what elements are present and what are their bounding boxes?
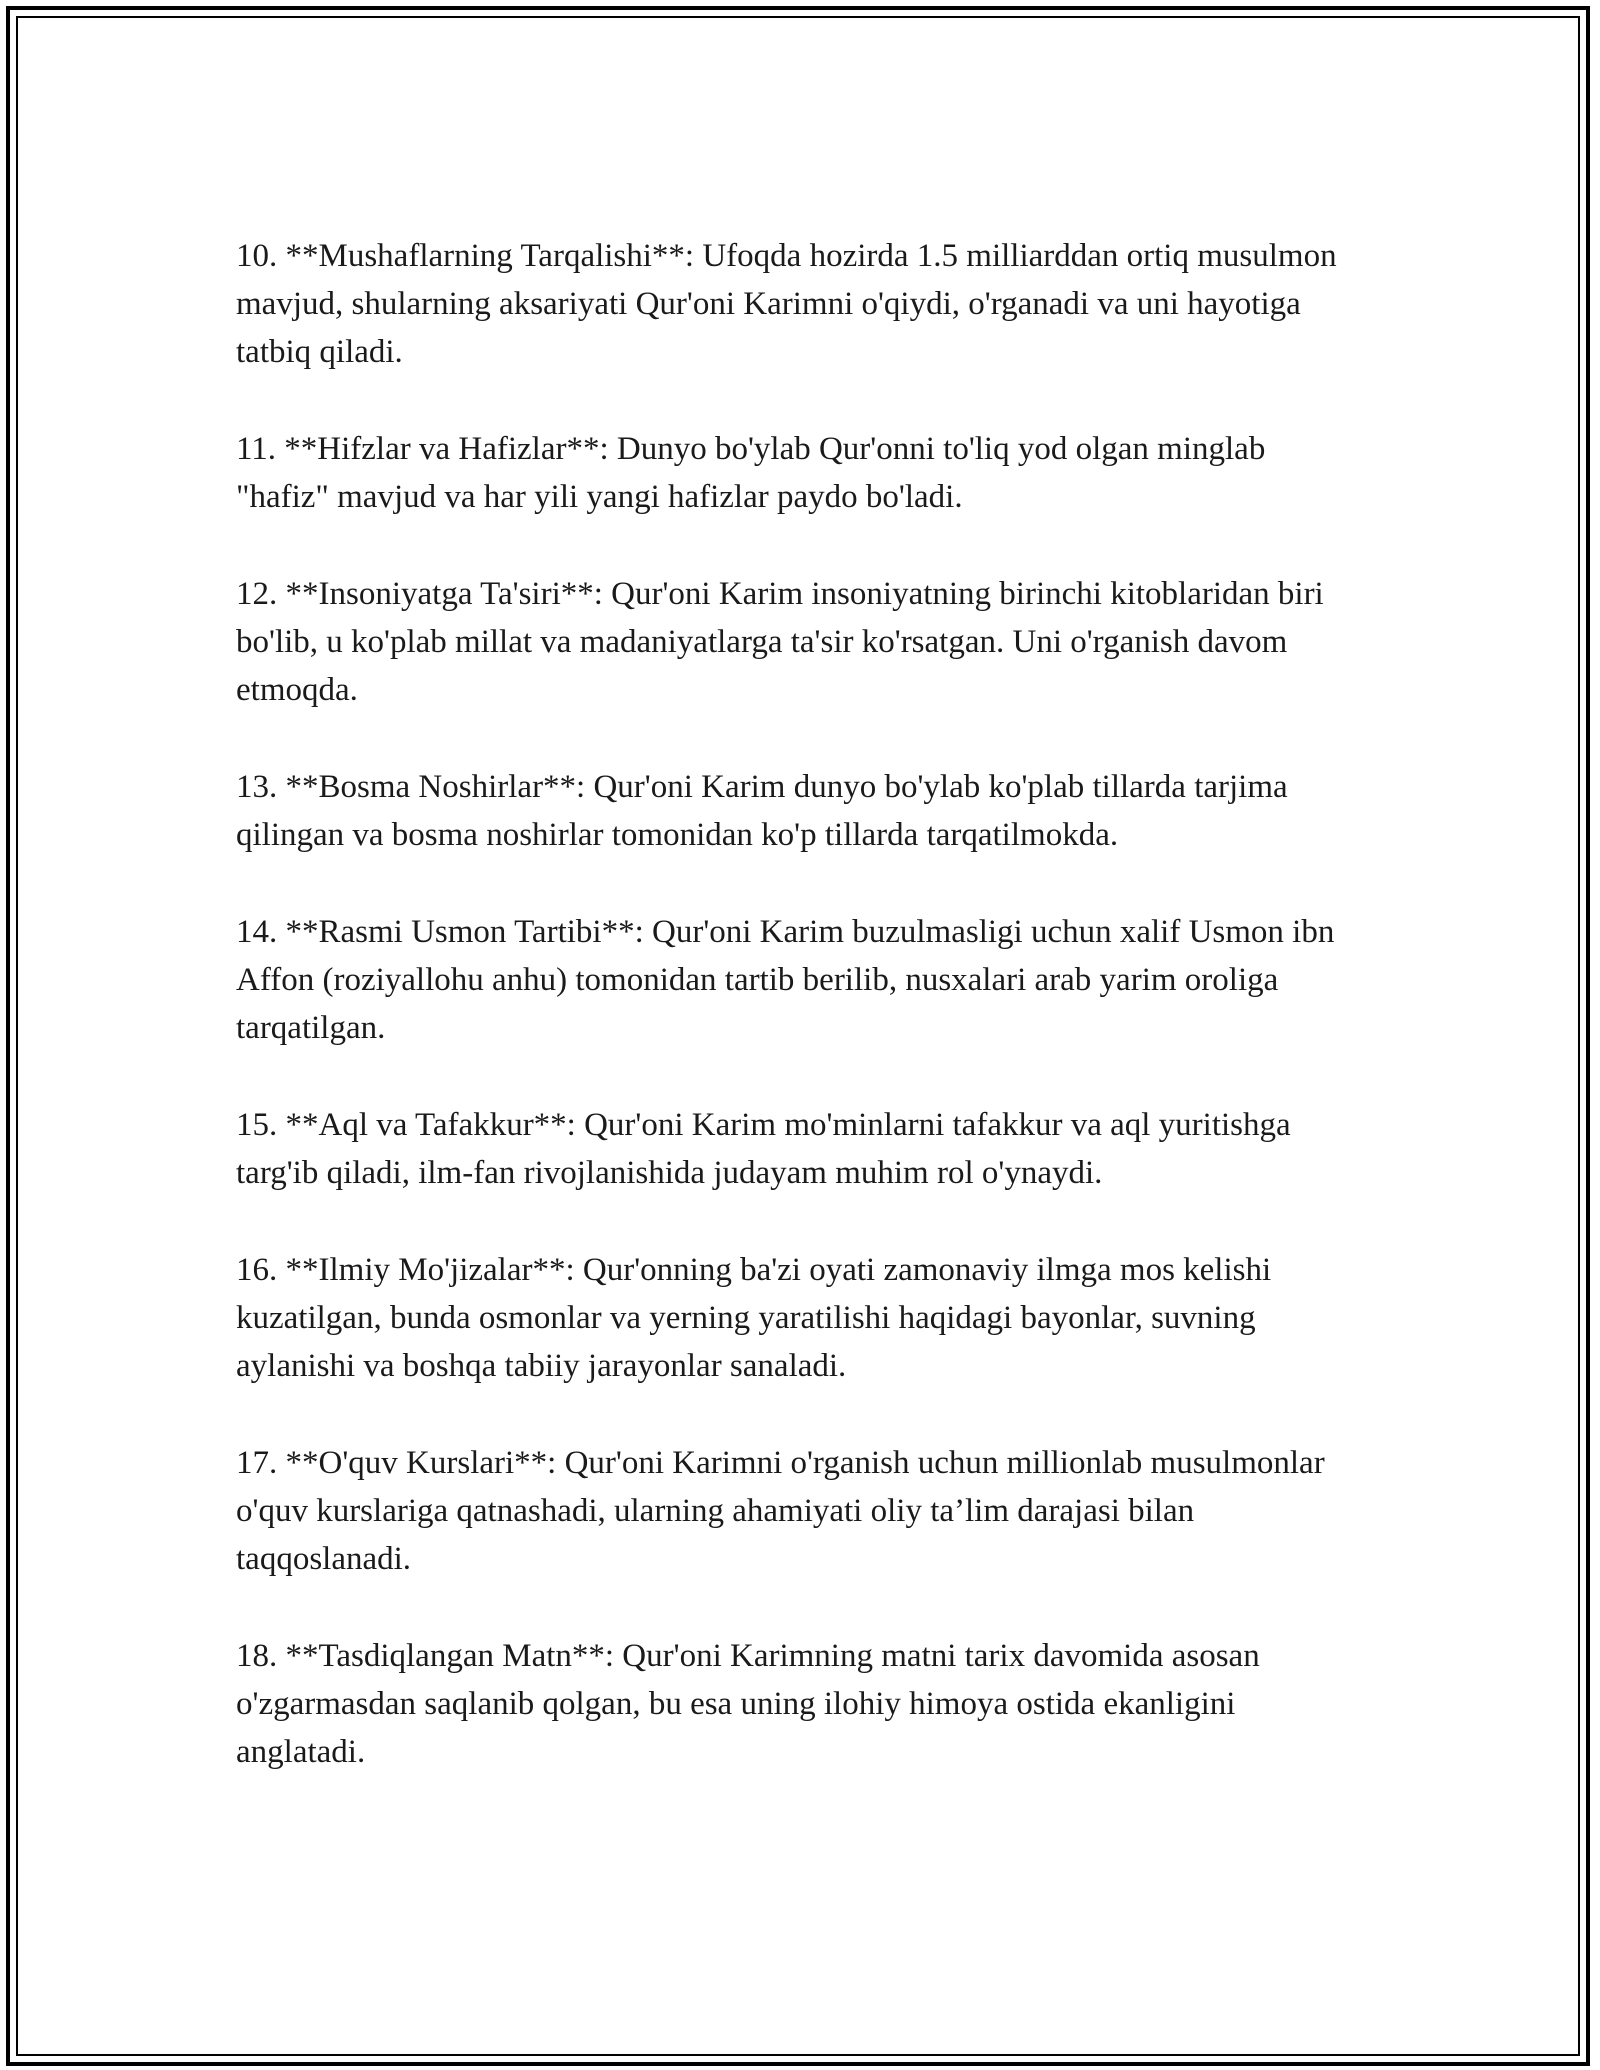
- list-item-15: 15. **Aql va Tafakkur**: Qur'oni Karim mo'minlarni tafakkur va aql yuritishga targ'ib qiladi, ilm-fan rivojlanishida judayam muhim rol o'ynaydi.: [236, 1107, 1291, 1191]
- list-item-14: 14. **Rasmi Usmon Tartibi**: Qur'oni Karim buzulmasligi uchun xalif Usmon ibn Affon (roziyallohu anhu) tomonidan tartib berilib, nusxalari arab yarim oroliga tarqatilgan.: [236, 914, 1335, 1046]
- list-item-13: 13. **Bosma Noshirlar**: Qur'oni Karim dunyo bo'ylab ko'plab tillarda tarjima qilingan va bosma noshirlar tomonidan ko'p tillarda tarqatilmokda.: [236, 769, 1288, 853]
- list-item-11: 11. **Hifzlar va Hafizlar**: Dunyo bo'ylab Qur'onni to'liq yod olgan minglab "hafiz" mavjud va har yili yangi hafizlar paydo bo'ladi.: [236, 431, 1266, 515]
- list-item-18: 18. **Tasdiqlangan Matn**: Qur'oni Karimning matni tarix davomida asosan o'zgarmasdan saqlanib qolgan, bu esa uning ilohiy himoya ostida ekanligini anglatadi.: [236, 1638, 1260, 1770]
- list-item-12: 12. **Insoniyatga Ta'siri**: Qur'oni Karim insoniyatning birinchi kitoblaridan biri bo'lib, u ko'plab millat va madaniyatlarga ta'sir ko'rsatgan. Uni o'rganish davom etmoqda.: [236, 576, 1324, 708]
- list-item-16: 16. **Ilmiy Mo'jizalar**: Qur'onning ba'zi oyati zamonaviy ilmga mos kelishi kuzatilgan, bunda osmonlar va yerning yaratilishi haqidagi bayonlar, suvning aylanishi va boshqa tabiiy jarayonlar sanaladi.: [236, 1252, 1272, 1384]
- list-item-17: 17. **O'quv Kurslari**: Qur'oni Karimni o'rganish uchun millionlab musulmonlar o'quv kurslariga qatnashadi, ularning ahamiyati oliy ta’lim darajasi bilan taqqoslanadi.: [236, 1445, 1325, 1577]
- document-body: [236, 232, 1366, 1825]
- list-item-10: 10. **Mushaflarning Tarqalishi**: Ufoqda hozirda 1.5 milliarddan ortiq musulmon mavjud, shularning aksariyati Qur'oni Karimni o'qiydi, o'rganadi va uni hayotiga tatbiq qiladi.: [236, 238, 1337, 370]
